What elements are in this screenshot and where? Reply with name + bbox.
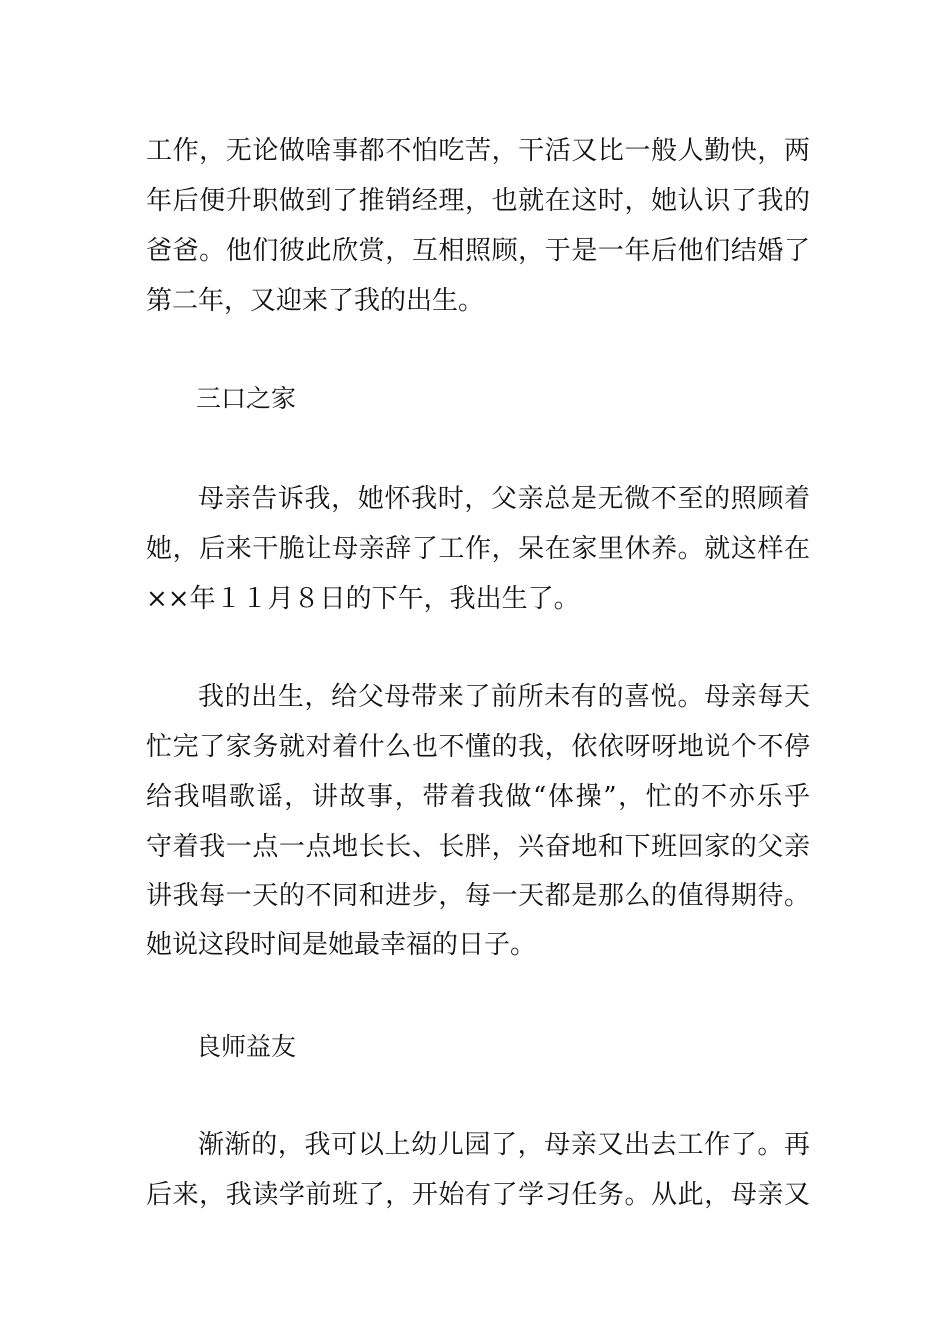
section-heading: 三口之家 bbox=[196, 384, 297, 413]
paragraph-line: 她，后来干脆让母亲辞了工作，呆在家里休养。就这样在 bbox=[146, 534, 810, 564]
paragraph-line: 年后便升职做到了推销经理，也就在这时，她认识了我的 bbox=[146, 186, 810, 216]
paragraph-line: 后来，我读学前班了，开始有了学习任务。从此，母亲又 bbox=[146, 1180, 810, 1210]
paragraph-line: 第二年，又迎来了我的出生。 bbox=[146, 286, 485, 316]
paragraph-line: 守着我一点一点地长长、长胖，兴奋地和下班回家的父亲 bbox=[146, 832, 810, 862]
paragraph-line: 母亲告诉我，她怀我时，父亲总是无微不至的照顾着 bbox=[198, 484, 810, 514]
paragraph-line: 讲我每一天的不同和进步，每一天都是那么的值得期待。 bbox=[146, 881, 810, 911]
paragraph-line: ××年１１月８日的下午，我出生了。 bbox=[146, 584, 580, 614]
paragraph-line: 爸爸。他们彼此欣赏，互相照顾，于是一年后他们结婚了 bbox=[146, 236, 810, 266]
paragraph-line: 我的出生，给父母带来了前所未有的喜悦。母亲每天 bbox=[198, 682, 810, 712]
paragraph-line: 给我唱歌谣，讲故事，带着我做“体操”，忙的不亦乐乎 bbox=[146, 782, 810, 812]
paragraph-line: 渐渐的，我可以上幼儿园了，母亲又出去工作了。再 bbox=[198, 1130, 810, 1160]
paragraph-line: 工作，无论做啥事都不怕吃苦，干活又比一般人勤快，两 bbox=[146, 136, 810, 166]
paragraph-line: 忙完了家务就对着什么也不懂的我，依依呀呀地说个不停 bbox=[146, 732, 810, 762]
section-heading: 良师益友 bbox=[196, 1032, 297, 1061]
paragraph-line: 她说这段时间是她最幸福的日子。 bbox=[146, 930, 537, 960]
